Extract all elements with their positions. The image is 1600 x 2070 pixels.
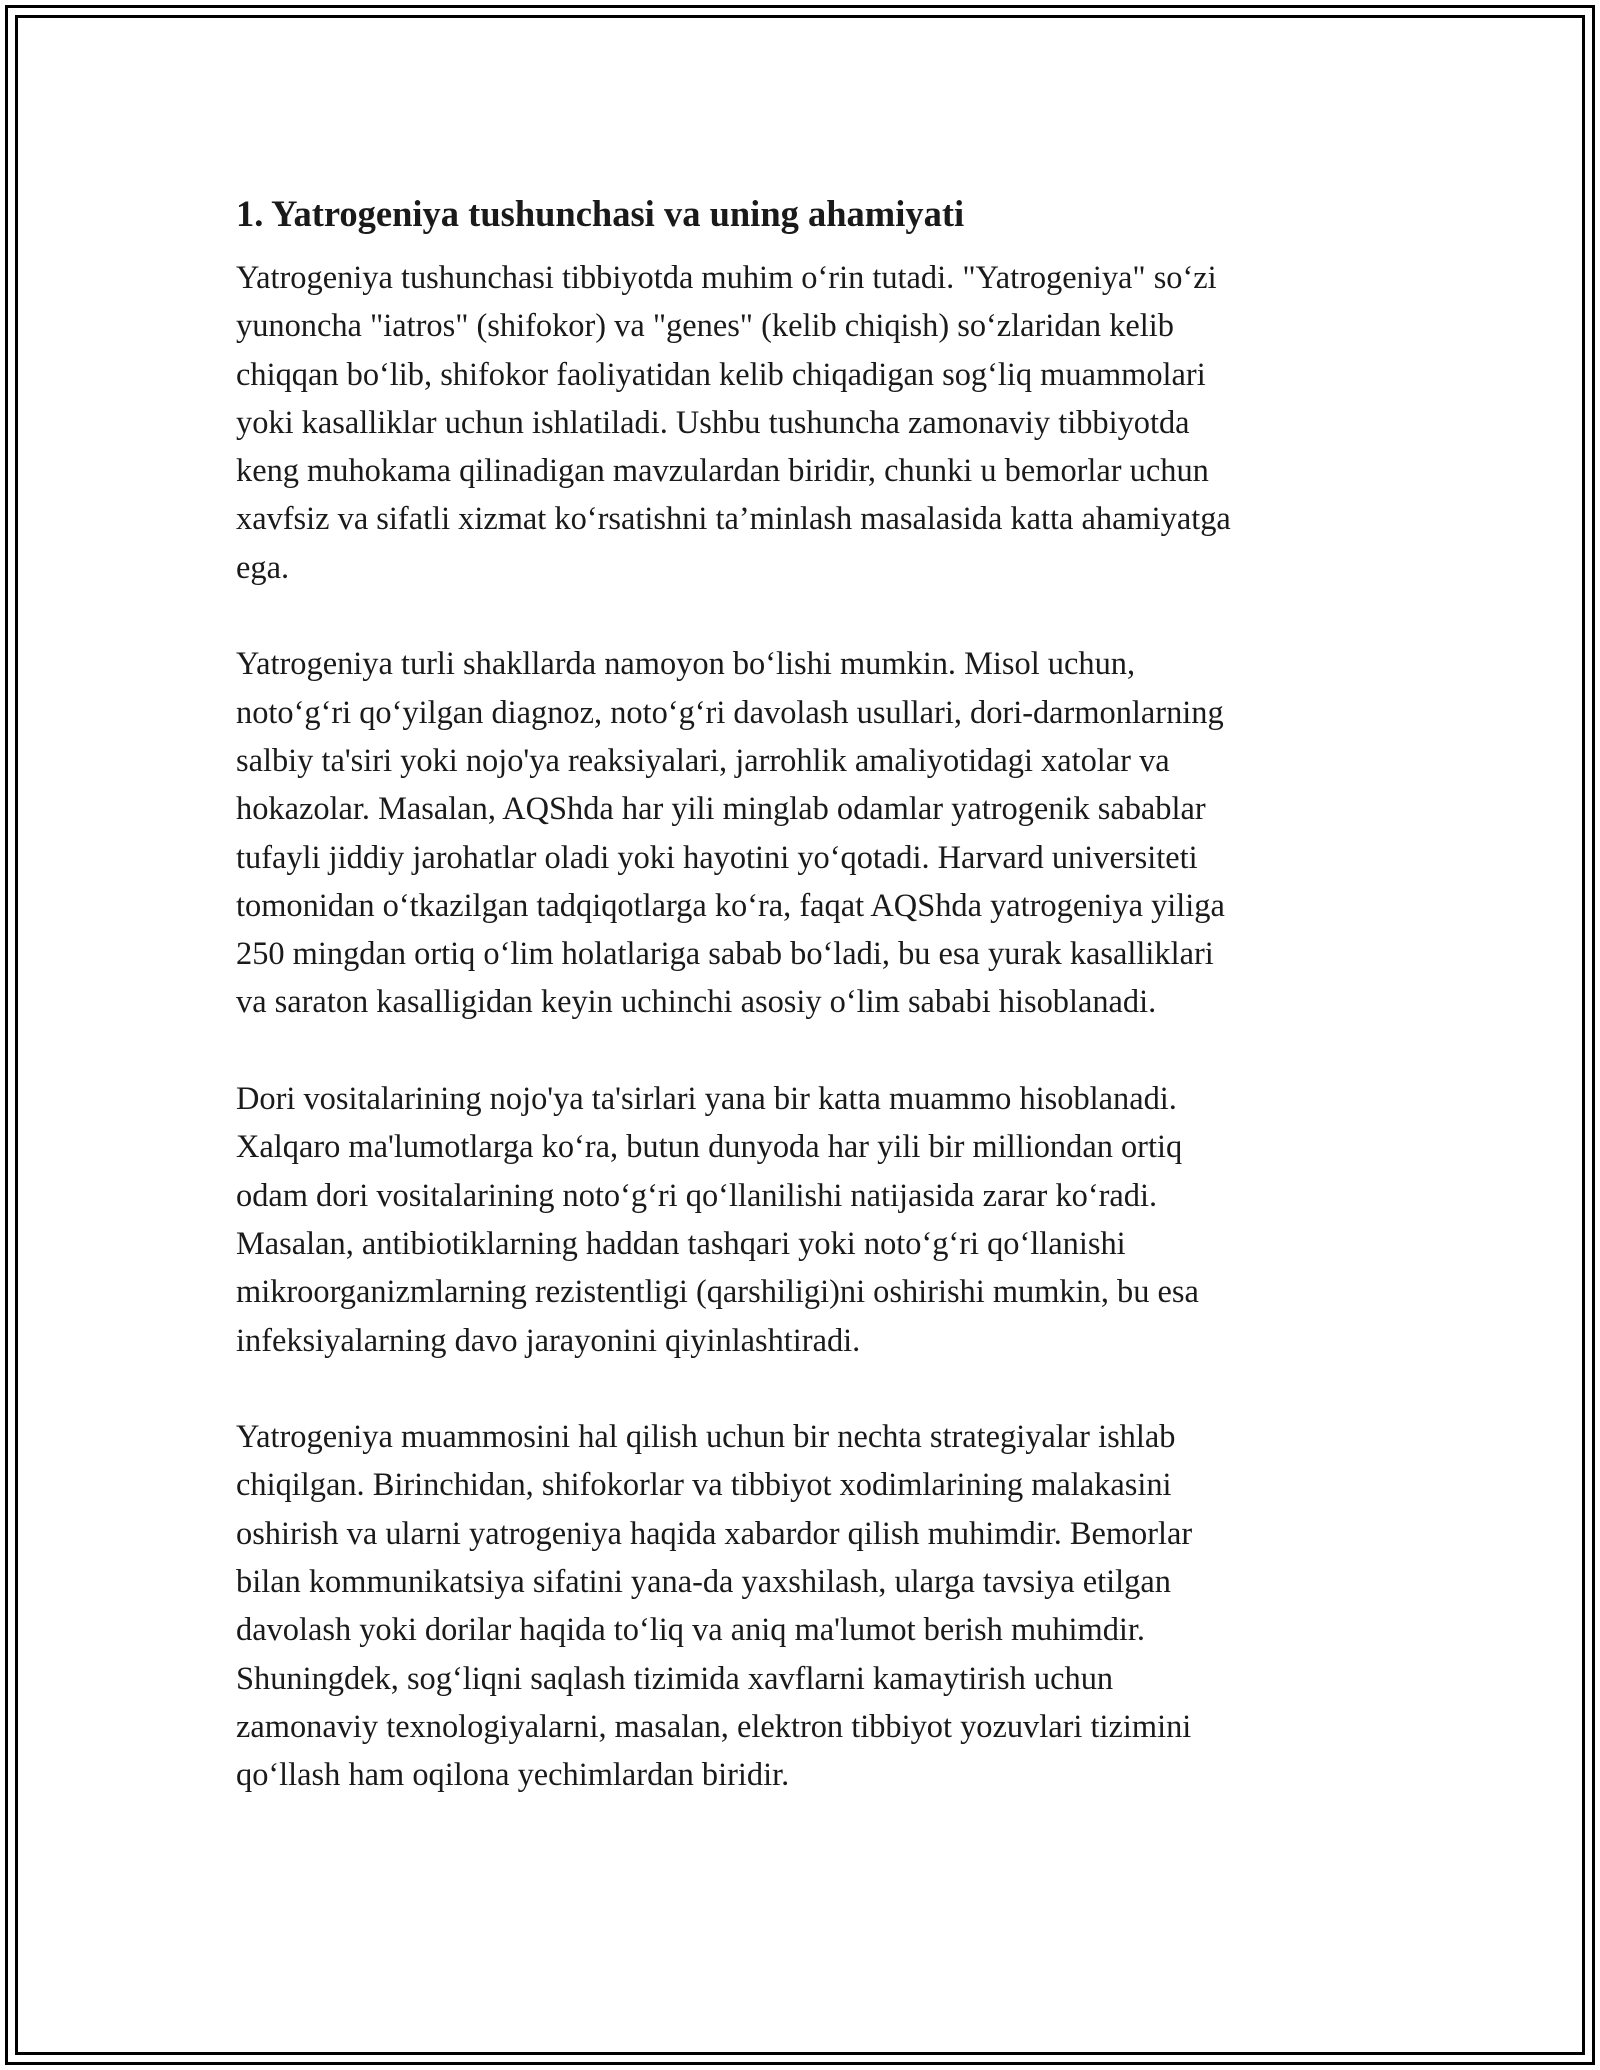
- paragraph-line: Masalan, antibiotiklarning haddan tashqari yoki noto‘g‘ri qo‘llanishi: [236, 1225, 1126, 1262]
- paragraph: [236, 640, 1376, 1026]
- paragraph: [236, 254, 1376, 592]
- paragraph-line: davolash yoki dorilar haqida to‘liq va aniq ma'lumot berish muhimdir.: [236, 1612, 1146, 1649]
- paragraph-line: odam dori vositalarining noto‘g‘ri qo‘llanilishi natijasida zarar ko‘radi.: [236, 1177, 1158, 1214]
- paragraph-line: Dori vositalarining nojo'ya ta'sirlari yana bir katta muammo hisoblanadi.: [236, 1081, 1177, 1118]
- paragraph-line: zamonaviy texnologiyalarni, masalan, elektron tibbiyot yozuvlari tizimini: [236, 1708, 1192, 1745]
- paragraph-line: bilan kommunikatsiya sifatini yana-da yaxshilash, ularga tavsiya etilgan: [236, 1564, 1171, 1601]
- paragraph-line: noto‘g‘ri qo‘yilgan diagnoz, noto‘g‘ri davolash usullari, dori-darmonlarning: [236, 694, 1224, 731]
- paragraph-line: Yatrogeniya tushunchasi tibbiyotda muhim o‘rin tutadi. "Yatrogeniya" so‘zi: [236, 260, 1217, 296]
- paragraph-line: tufayli jiddiy jarohatlar oladi yoki hayotini yo‘qotadi. Harvard universiteti: [236, 839, 1198, 876]
- paragraph-line: xavfsiz va sifatli xizmat ko‘rsatishni ta’minlash masalasida katta ahamiyatga: [236, 501, 1231, 538]
- paragraph-line: 250 mingdan ortiq o‘lim holatlariga sabab bo‘ladi, bu esa yurak kasalliklari: [236, 936, 1214, 973]
- paragraph-line: ega.: [236, 549, 290, 586]
- paragraph: [236, 1413, 1376, 1799]
- paragraph-line: chiqilgan. Birinchidan, shifokorlar va tibbiyot xodimlarining malakasini: [236, 1467, 1172, 1504]
- paragraph-line: Yatrogeniya muammosini hal qilish uchun bir nechta strategiyalar ishlab: [236, 1419, 1176, 1456]
- paragraph-line: Yatrogeniya turli shakllarda namoyon bo‘lishi mumkin. Misol uchun,: [236, 646, 1136, 683]
- paragraph-line: mikroorganizmlarning rezistentligi (qarshiligi)ni oshirishi mumkin, bu esa: [236, 1274, 1199, 1311]
- paragraph-line: va saraton kasalligidan keyin uchinchi asosiy o‘lim sababi hisoblanadi.: [236, 984, 1157, 1021]
- paragraph: [236, 1075, 1376, 1365]
- paragraph-line: salbiy ta'siri yoki nojo'ya reaksiyalari, jarrohlik amaliyotidagi xatolar va: [236, 742, 1170, 779]
- paragraph-line: Xalqaro ma'lumotlarga ko‘ra, butun dunyoda har yili bir milliondan ortiq: [236, 1129, 1183, 1166]
- paragraph-line: yoki kasalliklar uchun ishlatiladi. Ushbu tushuncha zamonaviy tibbiyotda: [236, 404, 1190, 441]
- document-body: [236, 188, 1376, 1848]
- paragraph-list: [236, 254, 1376, 1800]
- paragraph-line: Shuningdek, sog‘liqni saqlash tizimida xavflarni kamaytirish uchun: [236, 1660, 1114, 1697]
- paragraph-line: oshirish va ularni yatrogeniya haqida xabardor qilish muhimdir. Bemorlar: [236, 1515, 1193, 1552]
- section-heading: 1. Yatrogeniya tushunchasi va uning ahamiyati: [236, 193, 965, 234]
- paragraph-line: hokazolar. Masalan, AQShda har yili minglab odamlar yatrogenik sabablar: [236, 791, 1206, 828]
- paragraph-line: infeksiyalarning davo jarayonini qiyinlashtiradi.: [236, 1322, 861, 1359]
- paragraph-line: tomonidan o‘tkazilgan tadqiqotlarga ko‘ra, faqat AQShda yatrogeniya yiliga: [236, 887, 1225, 924]
- paragraph-line: qo‘llash ham oqilona yechimlardan biridir.: [236, 1757, 790, 1794]
- paragraph-line: keng muhokama qilinadigan mavzulardan biridir, chunki u bemorlar uchun: [236, 453, 1209, 490]
- paragraph-line: chiqqan bo‘lib, shifokor faoliyatidan kelib chiqadigan sog‘liq muammolari: [236, 356, 1206, 393]
- paragraph-line: yunoncha "iatros" (shifokor) va "genes" (kelib chiqish) so‘zlaridan kelib: [236, 308, 1174, 345]
